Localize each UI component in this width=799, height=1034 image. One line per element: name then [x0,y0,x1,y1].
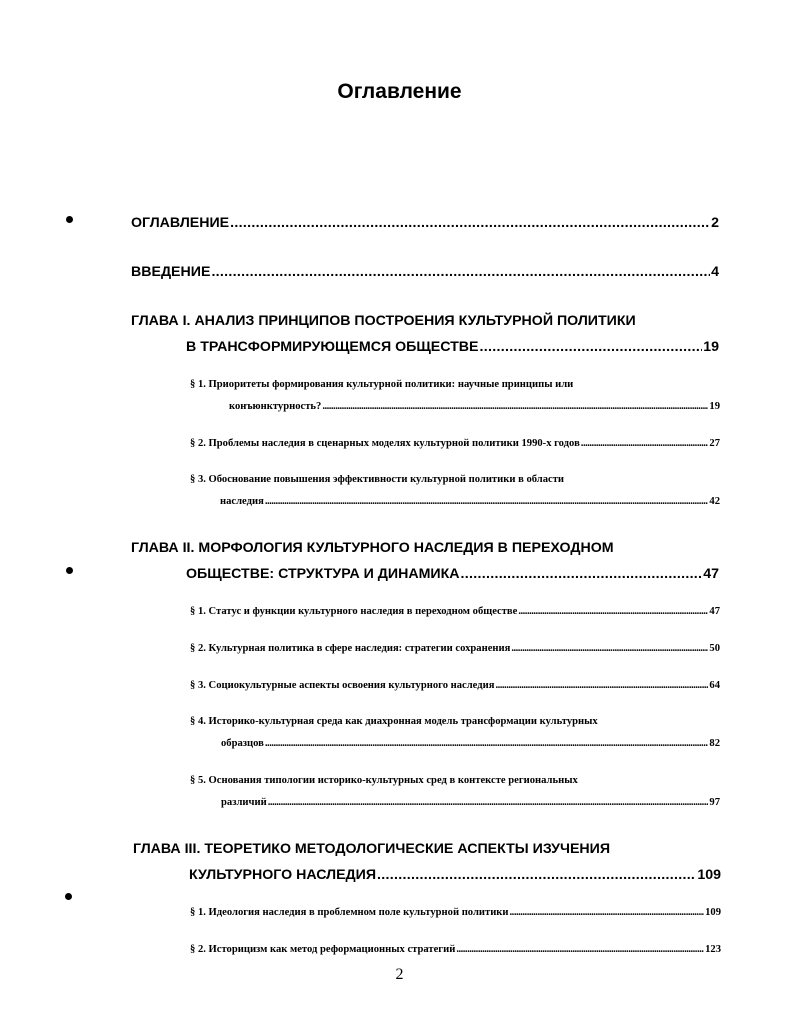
entry-label: ОГЛАВЛЕНИЕ [131,215,230,231]
leader-dots [265,496,709,507]
entry-label: наследия [220,496,264,507]
toc-entry-section-1-2[interactable] [190,438,720,449]
entry-page: 64 [709,680,720,691]
chapter-2-title-line1[interactable]: ГЛАВА II. МОРФОЛОГИЯ КУЛЬТУРНОГО НАСЛЕДИЯ В ПЕРЕХОДНОМ [131,540,614,556]
chapter-1-title-line1[interactable]: ГЛАВА I. АНАЛИЗ ПРИНЦИПОВ ПОСТРОЕНИЯ КУЛЬТУРНОЙ ПОЛИТИКИ [131,313,636,329]
entry-label: § 2. Проблемы наследия в сценарных моделях культурной политики 1990-х годов [190,438,580,449]
entry-page: 47 [709,606,720,617]
entry-page: 2 [711,215,719,231]
leader-dots [230,215,710,231]
page-number: 2 [395,966,404,983]
toc-entry-section-3-2[interactable] [190,944,721,955]
toc-entry-section-2-4[interactable] [221,738,720,749]
toc-entry-section-2-3[interactable] [190,680,720,691]
margin-dot [66,567,73,574]
entry-page: 42 [709,496,720,507]
section-2-5-line1[interactable]: § 5. Основания типологии историко-культурных сред в контексте региональных [190,775,578,786]
entry-page: 50 [709,643,720,654]
entry-page: 97 [709,797,720,808]
toc-entry-contents[interactable] [131,215,719,231]
leader-dots [511,643,708,654]
leader-dots [480,339,703,355]
toc-entry-introduction[interactable] [131,264,719,280]
entry-page: 82 [709,738,720,749]
entry-label: § 3. Социокультурные аспекты освоения культурного наследия [190,680,495,691]
section-1-3-line1[interactable]: § 3. Обоснование повышения эффективности культурной политики в области [190,474,565,485]
toc-entry-section-3-1[interactable] [190,907,721,918]
section-1-1-line1[interactable]: § 1. Приоритеты формирования культурной политики: научные принципы или [190,379,574,390]
entry-page: 109 [697,867,721,883]
entry-page: 123 [705,944,721,955]
entry-label: § 1. Идеология наследия в проблемном поле культурной политики [190,907,509,918]
leader-dots [510,907,705,918]
entry-page: 19 [703,339,719,355]
toc-entry-section-2-2[interactable] [190,643,720,654]
chapter-3-title-line1[interactable]: ГЛАВА III. ТЕОРЕТИКО МЕТОДОЛОГИЧЕСКИЕ АСПЕКТЫ ИЗУЧЕНИЯ [133,841,611,857]
leader-dots [495,680,708,691]
toc-entry-chapter-2[interactable] [186,566,719,582]
toc-entry-section-1-3[interactable] [220,496,720,507]
entry-label: ОБЩЕСТВЕ: СТРУКТУРА И ДИНАМИКА [186,566,460,582]
leader-dots [265,738,709,749]
entry-page: 19 [709,401,720,412]
toc-entry-section-1-1[interactable] [229,401,720,412]
leader-dots [268,797,709,808]
toc-entry-section-2-1[interactable] [190,606,720,617]
leader-dots [581,438,709,449]
leader-dots [211,264,710,280]
entry-label: образцов [221,738,264,749]
entry-page: 47 [703,566,719,582]
entry-page: 4 [711,264,719,280]
toc-entry-chapter-3[interactable] [189,867,721,883]
margin-dot [65,893,72,900]
entry-label: КУЛЬТУРНОГО НАСЛЕДИЯ [189,867,377,883]
leader-dots [377,867,696,883]
leader-dots [518,606,708,617]
leader-dots [461,566,703,582]
toc-entry-section-2-5[interactable] [221,797,720,808]
entry-page: 27 [709,438,720,449]
page-title: Оглавление [337,80,462,103]
entry-label: ВВЕДЕНИЕ [131,264,211,280]
entry-label: § 1. Статус и функции культурного наследия в переходном обществе [190,606,518,617]
entry-label: различий [221,797,267,808]
entry-label: В ТРАНСФОРМИРУЮЩЕМСЯ ОБЩЕСТВЕ [186,339,479,355]
toc-entry-chapter-1[interactable] [186,339,719,355]
entry-label: § 2. Историцизм как метод реформационных стратегий [190,944,456,955]
entry-label: конъюнктурность? [229,401,322,412]
leader-dots [456,944,704,955]
entry-label: § 2. Культурная политика в сфере наследия: стратегии сохранения [190,643,511,654]
margin-dot [66,216,73,223]
section-2-4-line1[interactable]: § 4. Историко-культурная среда как диахронная модель трансформации культурных [190,716,598,727]
leader-dots [322,401,708,412]
entry-page: 109 [705,907,721,918]
